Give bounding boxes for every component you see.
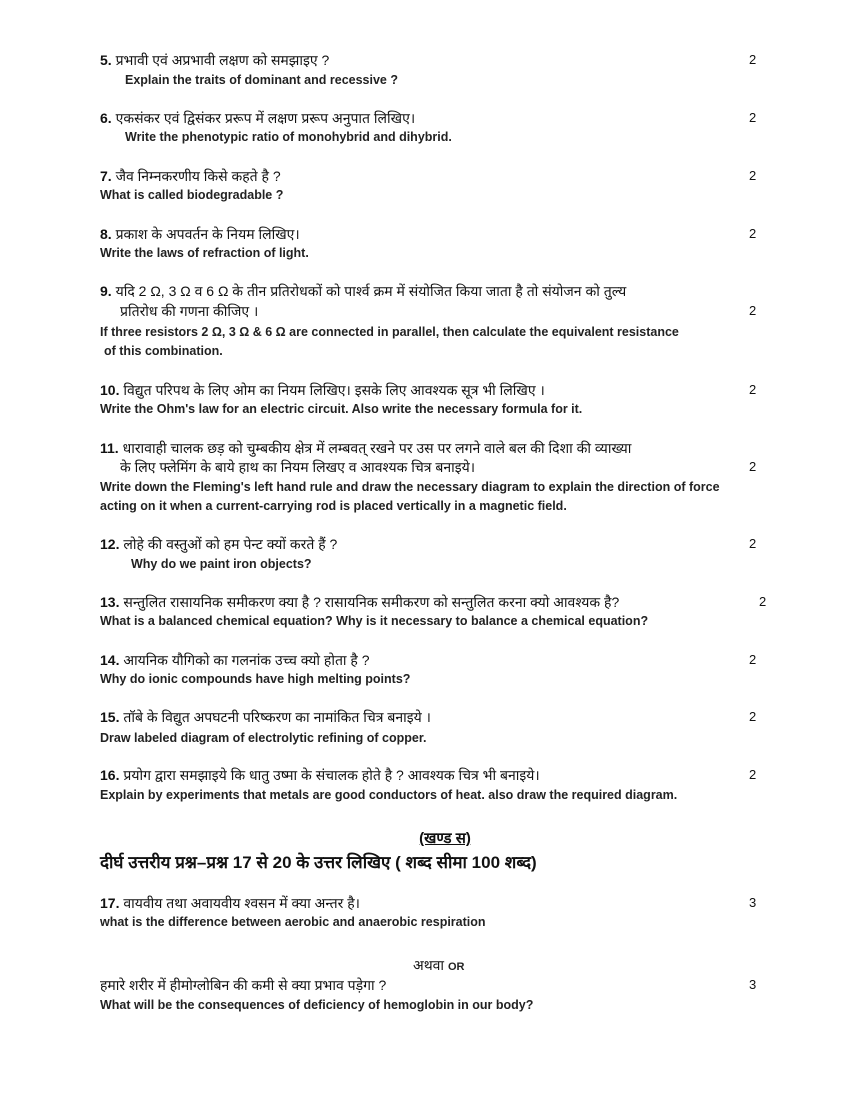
question-hindi: 14. आयनिक यौगिको का गलनांक उच्च क्यो होता है ? xyxy=(100,652,370,668)
section-title: (खण्ड स) xyxy=(419,830,471,847)
question-english: Write down the Fleming's left hand rule and draw the necessary diagram to explain the direction of force xyxy=(100,480,720,494)
question-english: Write the Ohm's law for an electric circuit. Also write the necessary formula for it. xyxy=(100,402,583,416)
question-english: What is a balanced chemical equation? Why is it necessary to balance a chemical equation? xyxy=(100,614,649,628)
marks: 2 xyxy=(749,767,757,782)
marks: 2 xyxy=(749,652,757,667)
section-subtitle: दीर्घ उत्तरीय प्रश्न–प्रश्न 17 से 20 के उत्तर लिखिए ( शब्द सीमा 100 शब्द) xyxy=(100,853,537,872)
marks: 2 xyxy=(759,594,767,609)
marks: 2 xyxy=(749,226,757,241)
marks: 3 xyxy=(749,977,757,992)
marks: 2 xyxy=(749,110,757,125)
question-hindi: 13. सन्तुलित रासायनिक समीकरण क्या है ? रासायनिक समीकरण को सन्तुलित करना क्यो आवश्यक है? xyxy=(100,594,620,610)
question-english: If three resistors 2 Ω, 3 Ω & 6 Ω are connected in parallel, then calculate the equivalent resistance xyxy=(100,325,679,339)
question-hindi: 16. प्रयोग द्वारा समझाइये कि धातु उष्मा के संचालक होते है ? आवश्यक चित्र भी बनाइये। xyxy=(100,767,540,783)
alternate-question-english: What will be the consequences of deficiency of hemoglobin in our body? xyxy=(100,998,534,1012)
question-english: what is the difference between aerobic and anaerobic respiration xyxy=(100,915,486,929)
alternate-question-hindi: हमारे शरीर में हीमोग्लोबिन की कमी से क्या प्रभाव पड़ेगा ? xyxy=(100,977,387,993)
question-hindi: 9. यदि 2 Ω, 3 Ω व 6 Ω के तीन प्रतिरोधकों को पार्श्व क्रम में संयोजित किया जाता है तो संयोजन को तुल्य xyxy=(100,283,627,299)
marks: 2 xyxy=(749,52,757,67)
question-english: Draw labeled diagram of electrolytic refining of copper. xyxy=(100,731,427,745)
question-hindi: 6. एकसंकर एवं द्विसंकर प्ररूप में लक्षण प्ररूप अनुपात लिखिए। xyxy=(100,110,416,126)
question-english: What is called biodegradable ? xyxy=(100,188,284,202)
marks: 3 xyxy=(749,895,757,910)
question-hindi: 11. धारावाही चालक छड़ को चुम्बकीय क्षेत्र में लम्बवत् रखने पर उस पर लगने वाले बल की दिशा की व्याख्या xyxy=(100,440,632,456)
question-english: Explain by experiments that metals are good conductors of heat. also draw the required diagram. xyxy=(100,788,678,802)
or-separator: अथवा OR xyxy=(413,957,465,973)
question-hindi: 15. तॉबे के विद्युत अपघटनी परिष्करण का नामांकित चित्र बनाइये । xyxy=(100,709,431,725)
question-english-cont: of this combination. xyxy=(104,344,223,358)
question-english: Why do we paint iron objects? xyxy=(131,557,312,571)
question-english: Why do ionic compounds have high melting points? xyxy=(100,672,411,686)
marks: 2 xyxy=(749,168,757,183)
marks: 2 xyxy=(749,382,757,397)
question-english: Explain the traits of dominant and recessive ? xyxy=(125,73,398,87)
marks: 2 xyxy=(749,303,757,318)
question-hindi: 8. प्रकाश के अपवर्तन के नियम लिखिए। xyxy=(100,226,300,242)
question-hindi-cont: के लिए फ्लेमिंग के बाये हाथ का नियम लिखए व आवश्यक चित्र बनाइये। xyxy=(120,459,476,475)
question-hindi-cont: प्रतिरोध की गणना कीजिए । xyxy=(120,303,259,319)
question-hindi: 10. विद्युत परिपथ के लिए ओम का नियम लिखिए। इसके लिए आवश्यक सूत्र भी लिखिए । xyxy=(100,382,545,398)
question-hindi: 12. लोहे की वस्तुओं को हम पेन्ट क्यों करते हैं ? xyxy=(100,536,338,552)
question-hindi: 17. वायवीय तथा अवायवीय श्वसन में क्या अन्तर है। xyxy=(100,895,360,911)
question-english: Write the laws of refraction of light. xyxy=(100,246,309,260)
marks: 2 xyxy=(749,536,757,551)
marks: 2 xyxy=(749,459,757,474)
question-hindi: 5. प्रभावी एवं अप्रभावी लक्षण को समझाइए ? xyxy=(100,52,330,68)
question-english-cont: acting on it when a current-carrying rod is placed vertically in a magnetic field. xyxy=(100,499,567,513)
marks: 2 xyxy=(749,709,757,724)
question-hindi: 7. जैव निम्नकरणीय किसे कहते है ? xyxy=(100,168,281,184)
question-english: Write the phenotypic ratio of monohybrid and dihybrid. xyxy=(125,130,452,144)
